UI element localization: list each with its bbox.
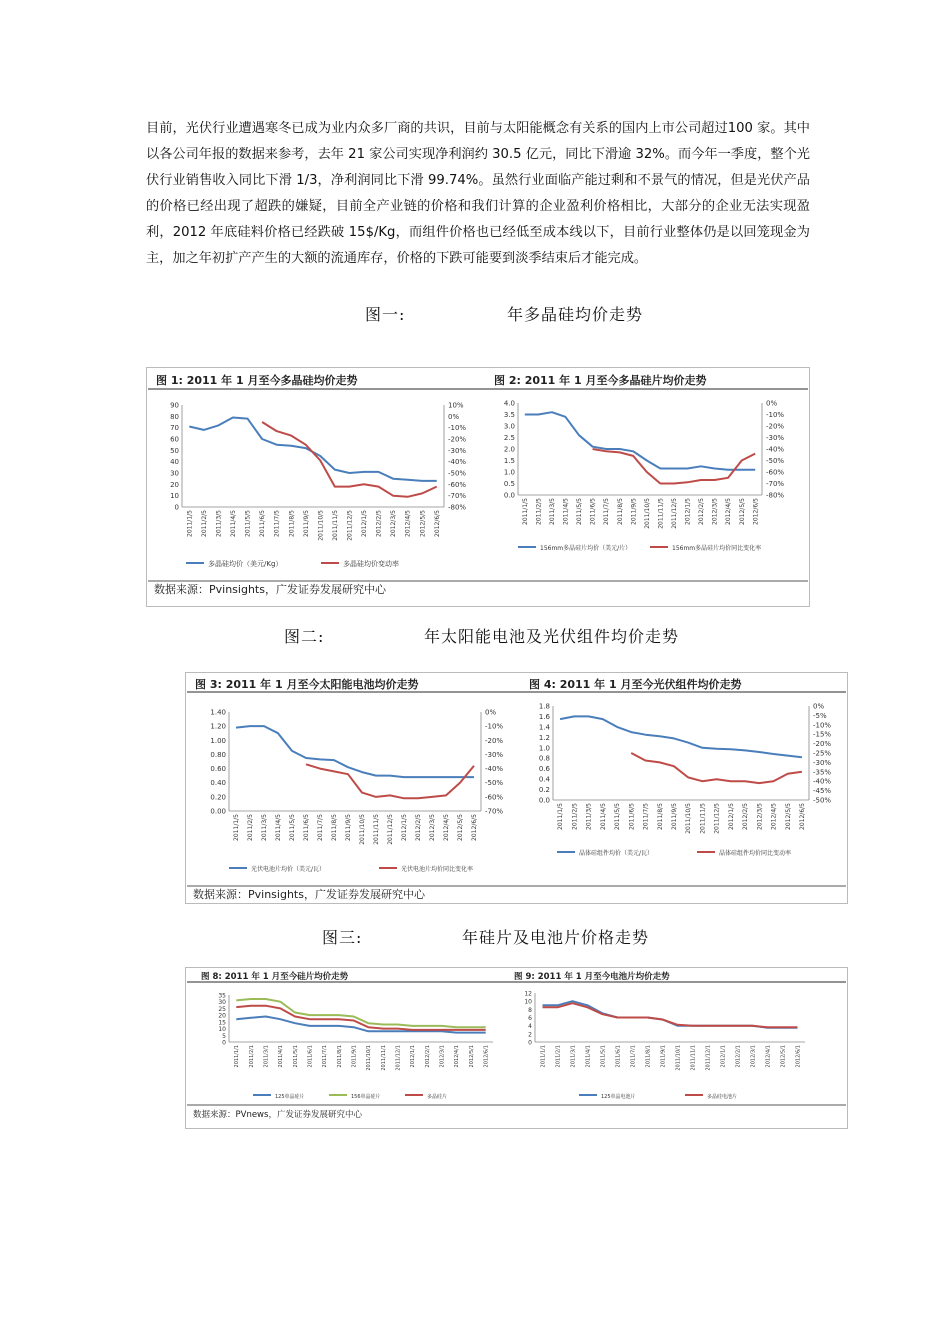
y2-tick-label: 0% (485, 708, 497, 717)
y2-tick-label: -25% (813, 749, 832, 758)
y-tick-label: 2.0 (503, 445, 515, 454)
y2-tick-label: -20% (448, 435, 467, 444)
x-tick-label: 2012/4/5 (443, 814, 451, 841)
x-tick-label: 2011/7/5 (273, 510, 281, 537)
legend-label: 156单晶硅片 (351, 1094, 381, 1100)
y2-tick-label: -10% (448, 424, 467, 433)
x-tick-label: 2011/9/1 (351, 1045, 358, 1068)
x-tick-label: 2012/6/5 (471, 814, 479, 841)
y-tick-label: 0.0 (503, 491, 515, 500)
x-tick-label: 2012/3/5 (390, 510, 398, 537)
x-tick-label: 2011/3/5 (215, 510, 223, 537)
y2-tick-label: -30% (448, 446, 467, 455)
figure-1-caption (0, 302, 950, 326)
y2-tick-label: -50% (448, 469, 467, 478)
y2-tick-label: -40% (813, 777, 832, 786)
x-tick-label: 2012/2/1 (735, 1045, 742, 1068)
x-tick-label: 2011/9/1 (660, 1045, 667, 1068)
x-tick-label: 2011/12/5 (713, 803, 721, 834)
x-tick-label: 2011/11/5 (699, 803, 707, 834)
x-tick-label: 2011/1/5 (521, 498, 529, 525)
x-tick-label: 2011/12/1 (705, 1045, 712, 1071)
y-tick-label: 0.4 (538, 775, 550, 784)
x-tick-label: 2011/11/5 (657, 498, 665, 529)
panel-frame (147, 368, 810, 607)
y2-tick-label: -80% (766, 491, 785, 500)
y-tick-label: 1.2 (538, 733, 550, 742)
x-tick-label: 2011/2/1 (555, 1045, 562, 1068)
legend-label: 125单晶电池片 (601, 1094, 636, 1100)
x-tick-label: 2012/4/5 (770, 803, 778, 830)
x-tick-label: 2011/5/5 (576, 498, 584, 525)
y-tick-label: 1.0 (538, 744, 550, 753)
x-tick-label: 2011/7/5 (603, 498, 611, 525)
y2-tick-label: -50% (813, 796, 832, 805)
x-tick-label: 2012/5/5 (419, 510, 427, 537)
x-tick-label: 2011/7/5 (317, 814, 325, 841)
chart-title: 图 4: 2011 年 1 月至今光伏组件均价走势 (529, 678, 742, 691)
x-tick-label: 2011/7/1 (322, 1045, 329, 1068)
y-tick-label: 70 (170, 424, 179, 433)
y-tick-label: 0.2 (538, 786, 550, 795)
x-tick-label: 2012/5/1 (780, 1045, 787, 1068)
y2-tick-label: -30% (766, 434, 785, 442)
y2-tick-label: 0% (448, 412, 460, 421)
x-tick-label: 2012/3/5 (429, 814, 437, 841)
y-tick-label: 1.20 (210, 722, 226, 731)
y-tick-label: 25 (218, 1005, 226, 1013)
y-tick-label: 4 (528, 1023, 532, 1031)
x-tick-label: 2012/3/1 (439, 1045, 446, 1068)
x-tick-label: 2012/6/5 (752, 498, 760, 525)
x-tick-label: 2012/3/1 (750, 1045, 757, 1068)
x-tick-label: 2012/4/1 (454, 1045, 461, 1068)
y2-tick-label: -70% (766, 480, 785, 488)
paragraph-text: 目前，光伏行业遭遇寒冬已成为业内众多厂商的共识，目前与太阳能概念有关系的国内上市公司超过100 家。其中以各公司年报的数据来参考，去年 21 家公司实现净利润约 30.5 亿元，同比下滑逾 32%。而今年一季度，整个光伏行业销售收入同比下滑 1/3，净利润同比下滑 99.74%。虽然行业面临产能过剩和不景气的情况，但是光伏产品的价格已经出现了超跌的嫌疑，目前全产业链的价格和我们计算的企业盈利价格相比，大部分的企业无法实现盈利，2012 年底硅料价格已经跌破 15$/Kg，而组件价格也已经低至成本线以下，目前行业整体仍是以回笼现金为主，加之年初扩产产生的大额的流通库存，价格的下跌可能要到淡季结束后才能完成。 (146, 121, 810, 266)
y-tick-label: 0.60 (210, 765, 226, 774)
x-tick-label: 2011/12/5 (387, 814, 395, 845)
figure-3-panel (185, 967, 848, 1129)
y-tick-label: 12 (524, 990, 532, 998)
figure-1-svg (146, 367, 810, 607)
y-tick-label: 30 (170, 469, 179, 478)
x-tick-label: 2011/6/5 (259, 510, 267, 537)
y2-tick-label: -50% (485, 779, 504, 788)
x-tick-label: 2011/10/1 (366, 1045, 373, 1071)
y-tick-label: 5 (222, 1032, 226, 1040)
y-tick-label: 20 (218, 1012, 226, 1020)
x-tick-label: 2011/11/1 (380, 1045, 387, 1071)
y-tick-label: 1.8 (538, 702, 550, 711)
x-tick-label: 2011/8/5 (616, 498, 624, 525)
y-tick-label: 0 (222, 1039, 226, 1047)
chart-title: 图 3: 2011 年 1 月至今太阳能电池均价走势 (195, 678, 419, 691)
legend-label: 晶体硅组件均价同比变动率 (719, 850, 792, 857)
x-tick-label: 2012/4/1 (765, 1045, 772, 1068)
y-tick-label: 50 (170, 446, 179, 455)
figure-1-title: 年多晶硅均价走势 (507, 305, 644, 324)
x-tick-label: 2012/1/1 (720, 1045, 727, 1068)
legend-label: 125单晶硅片 (275, 1094, 305, 1100)
y-tick-label: 10 (218, 1026, 226, 1034)
x-tick-label: 2011/10/5 (317, 510, 325, 541)
legend-label: 156mm多晶硅片均价（美元/片） (540, 545, 632, 552)
x-tick-label: 2011/3/1 (263, 1045, 270, 1068)
legend-label: 多晶硅电池片 (707, 1094, 738, 1100)
y-tick-label: 0 (174, 503, 179, 512)
figure-3-label: 图三: (322, 928, 363, 947)
x-tick-label: 2011/4/5 (275, 814, 283, 841)
y-tick-label: 1.4 (538, 723, 550, 732)
chart-title: 图 9: 2011 年 1 月至今电池片均价走势 (514, 972, 670, 982)
x-tick-label: 2011/10/5 (359, 814, 367, 845)
y-tick-label: 80 (170, 412, 179, 421)
figure-2-panel (185, 672, 848, 904)
x-tick-label: 2012/2/1 (424, 1045, 431, 1068)
x-tick-label: 2011/4/5 (599, 803, 607, 830)
figure-2-title: 年太阳能电池及光伏组件均价走势 (424, 627, 680, 646)
x-tick-label: 2011/5/5 (614, 803, 622, 830)
chart-title: 图 2: 2011 年 1 月至今多晶硅片均价走势 (494, 374, 707, 387)
y-tick-label: 35 (218, 992, 226, 1000)
x-tick-label: 2011/5/1 (600, 1045, 607, 1068)
x-tick-label: 2012/3/5 (711, 498, 719, 525)
x-tick-label: 2011/2/1 (248, 1045, 255, 1068)
y-tick-label: 0.40 (210, 779, 226, 788)
figure-1-label: 图一: (365, 305, 406, 324)
y2-tick-label: -20% (766, 422, 785, 431)
y-tick-label: 15 (218, 1019, 226, 1027)
x-tick-label: 2012/6/5 (798, 803, 806, 830)
figure-1-panel (146, 367, 810, 607)
x-tick-label: 2011/8/5 (656, 803, 664, 830)
x-tick-label: 2011/9/5 (345, 814, 353, 841)
y2-tick-label: -80% (448, 503, 467, 512)
x-tick-label: 2012/1/5 (401, 814, 409, 841)
y2-tick-label: -60% (485, 793, 504, 802)
x-tick-label: 2011/1/1 (234, 1045, 241, 1068)
x-tick-label: 2012/6/5 (433, 510, 441, 537)
x-tick-label: 2012/4/5 (725, 498, 733, 525)
y-tick-label: 1.40 (210, 708, 226, 717)
y2-tick-label: -60% (448, 480, 467, 489)
x-tick-label: 2011/9/5 (670, 803, 678, 830)
panel-frame (186, 968, 848, 1129)
x-tick-label: 2011/2/5 (200, 510, 208, 537)
y2-tick-label: -40% (766, 445, 785, 454)
x-tick-label: 2011/5/5 (289, 814, 297, 841)
x-tick-label: 2011/4/1 (585, 1045, 592, 1068)
x-tick-label: 2011/3/5 (261, 814, 269, 841)
x-tick-label: 2012/2/5 (415, 814, 423, 841)
x-tick-label: 2012/5/5 (457, 814, 465, 841)
y-tick-label: 0.8 (538, 754, 550, 763)
y-tick-label: 90 (170, 401, 179, 410)
x-tick-label: 2011/6/5 (628, 803, 636, 830)
x-tick-label: 2011/8/5 (288, 510, 296, 537)
x-tick-label: 2011/12/1 (395, 1045, 402, 1071)
y-tick-label: 30 (218, 999, 226, 1007)
y-tick-label: 3.5 (503, 411, 515, 419)
chart-title: 图 8: 2011 年 1 月至今硅片均价走势 (201, 972, 349, 982)
figure-3-title: 年硅片及电池片价格走势 (462, 928, 650, 947)
x-tick-label: 2012/6/1 (483, 1045, 490, 1068)
y-tick-label: 0.6 (538, 765, 550, 774)
x-tick-label: 2011/1/5 (186, 510, 194, 537)
figure-2-label: 图二: (284, 627, 325, 646)
legend-label: 156mm多晶硅片均价同比变化率 (672, 545, 762, 552)
x-tick-label: 2012/4/5 (404, 510, 412, 537)
x-tick-label: 2011/11/5 (373, 814, 381, 845)
y2-tick-label: -20% (485, 736, 504, 745)
y2-tick-label: -60% (766, 468, 785, 477)
x-tick-label: 2011/5/1 (292, 1045, 299, 1068)
x-tick-label: 2011/8/1 (336, 1045, 343, 1068)
legend-label: 光伏电池片均价同比变化率 (401, 866, 474, 873)
x-tick-label: 2011/6/5 (303, 814, 311, 841)
y2-tick-label: -70% (485, 807, 504, 816)
source-note: 数据来源：Pvinsights，广发证券发展研究中心 (154, 583, 386, 596)
y2-tick-label: -10% (766, 411, 785, 419)
x-tick-label: 2011/6/5 (589, 498, 597, 525)
x-tick-label: 2011/12/5 (346, 510, 354, 541)
x-tick-label: 2011/3/1 (570, 1045, 577, 1068)
source-note: 数据来源：Pvinsights，广发证券发展研究中心 (193, 888, 425, 901)
x-tick-label: 2011/2/5 (571, 803, 579, 830)
y2-tick-label: -45% (813, 787, 832, 796)
y-tick-label: 0 (528, 1039, 532, 1047)
y-tick-label: 0.20 (210, 793, 226, 802)
legend-label: 光伏电池片均价（美元/瓦） (251, 866, 326, 873)
x-tick-label: 2012/5/5 (784, 803, 792, 830)
y2-tick-label: -35% (813, 768, 832, 777)
figure-2-svg (185, 672, 848, 904)
y2-tick-label: -40% (448, 458, 467, 467)
x-tick-label: 2011/10/1 (675, 1045, 682, 1071)
x-tick-label: 2011/8/5 (331, 814, 339, 841)
x-tick-label: 2011/4/5 (230, 510, 238, 537)
x-tick-label: 2011/12/5 (670, 498, 678, 529)
x-tick-label: 2012/1/1 (410, 1045, 417, 1068)
x-tick-label: 2011/6/1 (307, 1045, 314, 1068)
y-tick-label: 0.0 (538, 796, 550, 805)
x-tick-label: 2012/5/5 (738, 498, 746, 525)
x-tick-label: 2011/7/5 (642, 803, 650, 830)
y-tick-label: 4.0 (503, 399, 515, 408)
x-tick-label: 2012/3/5 (756, 803, 764, 830)
x-tick-label: 2012/2/5 (375, 510, 383, 537)
figure-3-svg (185, 967, 848, 1129)
y-tick-label: 20 (170, 480, 179, 489)
y-tick-label: 6 (528, 1015, 532, 1022)
y-tick-label: 60 (170, 435, 179, 444)
y-tick-label: 1.0 (503, 468, 515, 477)
x-tick-label: 2011/2/5 (247, 814, 255, 841)
y-tick-label: 0.5 (503, 480, 515, 488)
x-tick-label: 2011/2/5 (535, 498, 543, 525)
y-tick-label: 2 (528, 1031, 532, 1039)
y-tick-label: 3.0 (503, 422, 515, 431)
x-tick-label: 2011/3/5 (585, 803, 593, 830)
x-tick-label: 2012/1/5 (727, 803, 735, 830)
legend-label: 多晶硅均价变动率 (343, 560, 399, 568)
figure-3-caption (0, 925, 950, 949)
x-tick-label: 2011/4/5 (562, 498, 570, 525)
y-tick-label: 10 (170, 492, 179, 501)
x-tick-label: 2012/2/5 (742, 803, 750, 830)
y-tick-label: 1.6 (538, 712, 550, 721)
y-tick-label: 40 (170, 458, 179, 467)
figure-2-caption (0, 624, 950, 648)
x-tick-label: 2011/8/1 (645, 1045, 652, 1068)
x-tick-label: 2012/1/5 (684, 498, 692, 525)
y-tick-label: 1.5 (503, 457, 515, 465)
y2-tick-label: -15% (813, 730, 832, 739)
x-tick-label: 2011/4/1 (278, 1045, 285, 1068)
y-tick-label: 10 (524, 998, 532, 1006)
y-tick-label: 8 (528, 1006, 532, 1014)
x-tick-label: 2012/1/5 (361, 510, 369, 537)
legend-label: 多晶硅均价（美元/Kg） (208, 560, 283, 568)
y2-tick-label: 10% (448, 401, 464, 410)
source-note: 数据来源：PVnews，广发证券发展研究中心 (193, 1110, 362, 1120)
legend-label: 晶体硅组件均价（美元/瓦） (579, 850, 654, 857)
x-tick-label: 2011/10/5 (685, 803, 693, 834)
x-tick-label: 2011/1/5 (233, 814, 241, 841)
x-tick-label: 2011/1/5 (557, 803, 565, 830)
x-tick-label: 2011/9/5 (630, 498, 638, 525)
y-tick-label: 1.00 (210, 736, 226, 745)
y2-tick-label: -30% (485, 750, 504, 759)
x-tick-label: 2011/5/5 (244, 510, 252, 537)
x-tick-label: 2011/11/1 (690, 1045, 697, 1071)
y2-tick-label: -70% (448, 492, 467, 501)
x-tick-label: 2012/6/1 (795, 1045, 802, 1068)
x-tick-label: 2011/10/5 (643, 498, 651, 529)
y2-tick-label: -10% (813, 721, 832, 730)
y2-tick-label: -50% (766, 457, 785, 465)
x-tick-label: 2011/6/1 (615, 1045, 622, 1068)
body-paragraph (146, 116, 810, 272)
y2-tick-label: -20% (813, 740, 832, 749)
y-tick-label: 0.00 (210, 807, 226, 816)
x-tick-label: 2011/9/5 (302, 510, 310, 537)
x-tick-label: 2012/2/5 (698, 498, 706, 525)
y2-tick-label: 0% (813, 702, 825, 711)
x-tick-label: 2011/3/5 (548, 498, 556, 525)
y2-tick-label: -5% (813, 711, 827, 720)
chart-title: 图 1: 2011 年 1 月至今多晶硅均价走势 (156, 374, 358, 387)
y-tick-label: 0.80 (210, 750, 226, 759)
y-tick-label: 2.5 (503, 434, 515, 442)
y2-tick-label: -10% (485, 722, 504, 731)
x-tick-label: 2012/5/1 (468, 1045, 475, 1068)
y2-tick-label: 0% (766, 399, 778, 408)
x-tick-label: 2011/7/1 (630, 1045, 637, 1068)
x-tick-label: 2011/1/1 (540, 1045, 547, 1068)
x-tick-label: 2011/11/5 (331, 510, 339, 541)
y2-tick-label: -40% (485, 765, 504, 774)
y2-tick-label: -30% (813, 758, 832, 767)
legend-label: 多晶硅片 (427, 1094, 448, 1100)
